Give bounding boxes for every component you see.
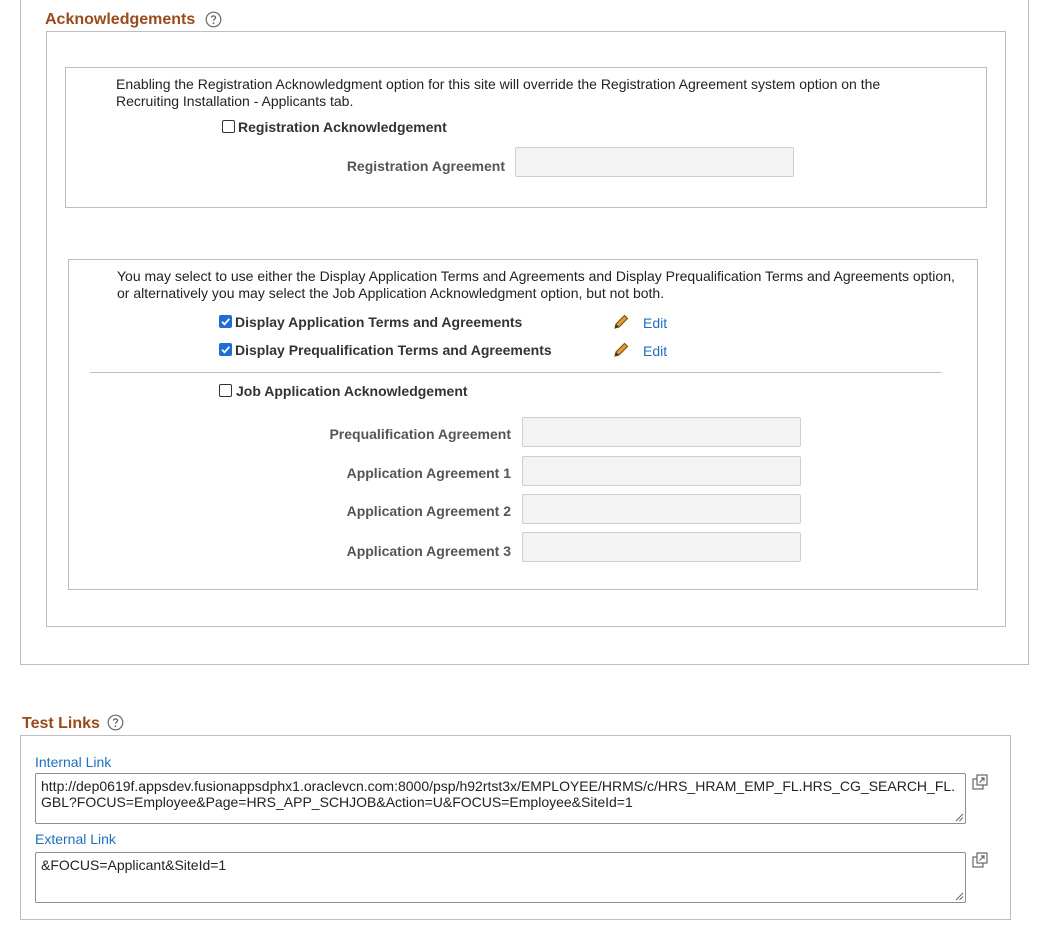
- question-circle-icon[interactable]: [107, 714, 124, 731]
- external-link-label: External Link: [35, 831, 116, 847]
- resize-grip-icon[interactable]: [954, 891, 964, 901]
- resize-grip-icon[interactable]: [954, 812, 964, 822]
- application-info-text: You may select to use either the Display Application Terms and Agreements and Display Prequalification Terms and Agreements option, or alternatively you may select the Job Application Acknowledgment option, but not both.: [117, 268, 955, 301]
- application-agreement-3-field[interactable]: [522, 532, 801, 562]
- open-in-new-window-icon[interactable]: [971, 851, 989, 869]
- internal-link-textarea[interactable]: http://dep0619f.appsdev.fusionappsdphx1.oraclevcn.com:8000/psp/h92rtst3x/EMPLOYEE/HRMS/c/HRS_HRAM_EMP_FL.HRS_CG_SEARCH_FL.GBL?FOCUS=Employee&Page=HRS_APP_SCHJOB&Action=U&FOCUS=Employee&SiteId=1: [35, 773, 966, 824]
- edit-prequalification-terms-link[interactable]: Edit: [643, 343, 668, 359]
- application-agreement-1-label: Application Agreement 1: [346, 465, 511, 481]
- job-application-acknowledgement-label: Job Application Acknowledgement: [236, 383, 468, 399]
- registration-acknowledgement-checkbox[interactable]: [222, 120, 235, 133]
- pencil-icon[interactable]: [612, 341, 630, 359]
- job-application-acknowledgement-checkbox[interactable]: [219, 384, 232, 397]
- registration-info-text: Enabling the Registration Acknowledgment option for this site will override the Registration Agreement system option on the Recruiting Installation - Applicants tab.: [116, 76, 881, 109]
- display-prequalification-terms-label: Display Prequalification Terms and Agreements: [235, 342, 552, 358]
- application-agreement-2-field[interactable]: [522, 494, 801, 524]
- open-in-new-window-icon[interactable]: [971, 773, 989, 791]
- acknowledgements-title: Acknowledgements: [45, 11, 196, 28]
- registration-agreement-label: Registration Agreement: [346, 158, 505, 174]
- application-agreement-1-field[interactable]: [522, 456, 801, 486]
- prequalification-agreement-label: Prequalification Agreement: [329, 426, 511, 442]
- external-link-textarea[interactable]: &FOCUS=Applicant&SiteId=1: [35, 852, 966, 903]
- checkmark-icon: [219, 343, 232, 356]
- test-links-title: Test Links: [22, 715, 100, 732]
- question-circle-icon[interactable]: [205, 11, 222, 28]
- display-prequalification-terms-checkbox[interactable]: [219, 343, 232, 356]
- application-agreement-2-label: Application Agreement 2: [346, 503, 511, 519]
- pencil-icon[interactable]: [612, 313, 630, 331]
- application-agreement-3-label: Application Agreement 3: [346, 543, 511, 559]
- edit-application-terms-link[interactable]: Edit: [643, 315, 668, 331]
- registration-agreement-field[interactable]: [515, 147, 794, 177]
- prequalification-agreement-field[interactable]: [522, 417, 801, 447]
- divider: [90, 372, 941, 373]
- display-application-terms-checkbox[interactable]: [219, 315, 232, 328]
- display-application-terms-label: Display Application Terms and Agreements: [235, 314, 523, 330]
- checkmark-icon: [219, 315, 232, 328]
- internal-link-label: Internal Link: [35, 754, 112, 770]
- registration-acknowledgement-label: Registration Acknowledgement: [238, 119, 447, 135]
